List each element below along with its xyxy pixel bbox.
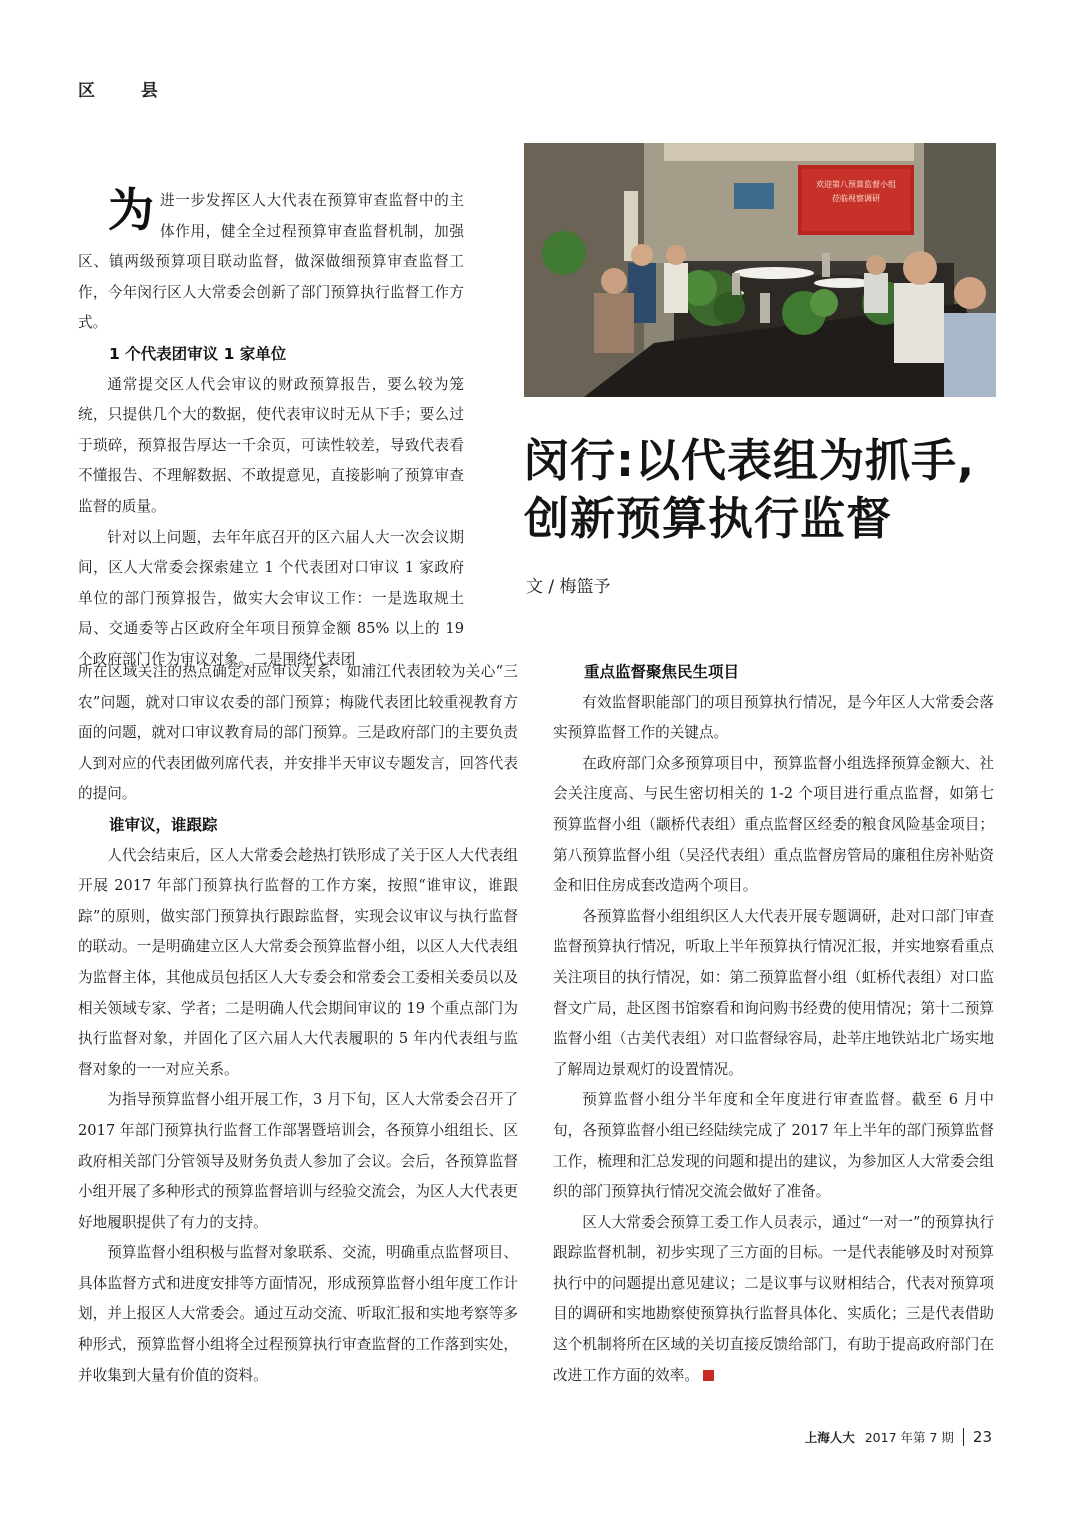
page-footer xyxy=(805,1428,992,1446)
section-label: 区 县 xyxy=(78,81,178,101)
end-mark-icon xyxy=(703,1370,714,1381)
section2-paragraph-3: 预算监督小组积极与监督对象联系、交流，明确重点监督项目、具体监督方式和进度安排等方面情况，形成预算监督小组年度工作计划，并上报区人大常委会。通过互动交流、听取汇报和实地考察等多种形式，预算监督小组将全过程预算执行审查监督的工作落到实处，并收集到大量有价值的资料。 xyxy=(78,1244,518,1384)
section3-paragraph-4: 预算监督小组分半年度和全年度进行审查监督。截至 6 月中旬，各预算监督小组已经陆续完成了 2017 年上半年的部门预算监督工作，梳理和汇总发现的问题和提出的建议，为参加区人大常委会组织的部门预算执行情况交流会做好了准备。 xyxy=(553,1091,994,1201)
section3-paragraph-2: 在政府部门众多预算项目中，预算监督小组选择预算金额大、社会关注度高、与民生密切相关的 1-2 个项目进行重点监督，如第七预算监督小组（颛桥代表组）重点监督区经委的粮食风险基金项目；第八预算监督小组（吴泾代表组）重点监督房管局的廉租住房补贴资金和旧住房成套改造两个项目。 xyxy=(553,754,994,895)
section1-paragraph-1: 通常提交区人代会审议的财政预算报告，要么较为笼统，只提供几个大的数据，使代表审议时无从下手；要么过于琐碎，预算报告厚达一千余页，可读性较差，导致代表看不懂报告、不理解数据、不敢提意见，直接影响了预算审查监督的质量。 xyxy=(78,375,464,515)
section1-paragraph-2a: 针对以上问题，去年年底召开的区六届人大一次会议期间，区人大常委会探索建立 1 个代表团对口审议 1 家政府单位的部门预算报告，做实大会审议工作：一是选取规土局、交通委等占区政府全年项目预算金额 85% 以上的 19 个政府部门作为审议对象。二是围绕代表团 xyxy=(78,528,464,668)
left-column-bottom xyxy=(78,657,518,1391)
magazine-name: 上海人大 xyxy=(804,1430,855,1445)
footer-divider xyxy=(963,1428,964,1446)
byline: 文 / 梅篮予 xyxy=(526,577,611,597)
section3-paragraph-5-text: 区人大常委会预算工委工作人员表示，通过“一对一”的预算执行跟踪监督机制，初步实现了三方面的目标。一是代表能够及时对预算执行中的问题提出意见建议；二是议事与议财相结合，代表对预算项目的调研和实地勘察使预算执行监督具体化、实质化；三是代表借助这个机制将所在区域的关切直接反馈给部门，有助于提高政府部门在改进工作方面的效率。 xyxy=(553,1213,994,1384)
dropcap: 为 xyxy=(108,183,154,237)
section3-paragraph-1: 有效监督职能部门的项目预算执行情况，是今年区人大常委会落实预算监督工作的关键点。 xyxy=(553,693,994,742)
section1-paragraph-2b: 所在区域关注的热点确定对应审议关系，如浦江代表团较为关心“三农”问题，就对口审议农委的部门预算；梅陇代表团比较重视教育方面的问题，就对口审议教育局的部门预算。三是政府部门的主要负责人到对应的代表团做列席代表，并安排半天审议专题发言，回答代表的提问。 xyxy=(78,663,518,803)
issue-number: 2017 年第 7 期 xyxy=(864,1430,954,1445)
section2-heading: 谁审议，谁跟踪 xyxy=(109,815,218,834)
section3-paragraph-3: 各预算监督小组组织区人大代表开展专题调研，赴对口部门审查监督预算执行情况，听取上半年预算执行情况汇报，并实地察看重点关注项目的执行情况，如：第二预算监督小组（虹桥代表组）对口监督文广局，赴区图书馆察看和询问购书经费的使用情况；第十二预算监督小组（古美代表组）对口监督绿容局，赴莘庄地铁站北广场实地了解周边景观灯的设置情况。 xyxy=(553,907,994,1078)
screen-title: 欢迎第八预算监督小组 xyxy=(816,180,896,189)
headline-line-2: 创新预算执行监督 xyxy=(524,492,893,545)
section3-paragraph-5 xyxy=(553,1208,994,1392)
section2-paragraph-2: 为指导预算监督小组开展工作，3 月下旬，区人大常委会召开了 2017 年部门预算执行监督工作部署暨培训会，各预算小组组长、区政府相关部门分管领导及财务负责人参加了会议。会后，各预算监督小组开展了多种形式的预算监督培训与经验交流会，为区人大代表更好地履职提供了有力的支持。 xyxy=(78,1091,518,1231)
headline-line-1: 闵行:以代表组为抓手, xyxy=(524,434,976,487)
intro-paragraph xyxy=(78,183,464,339)
intro-text: 进一步发挥区人大代表在预算审查监督中的主体作用，健全全过程预算审查监督机制，加强区、镇两级预算项目联动监督，做深做细预算审查监督工作，今年闵行区人大常委会创新了部门预算执行监督工作方式。 xyxy=(78,192,464,332)
section2-paragraph-1: 人代会结束后，区人大常委会趁热打铁形成了关于区人大代表组开展 2017 年部门预算执行监督的工作方案，按照“谁审议，谁跟踪”的原则，做实部门预算执行跟踪监督，实现会议审议与执行监督的联动。一是明确建立区人大常委会预算监督小组，以区人大代表组为监督主体，其他成员包括区人大专委会和常委会工委相关委员以及相关领域专家、学者；二是明确人代会期间审议的 19 个重点部门为执行监督对象，并固化了区六届人大代表履职的 5 年内代表组与监督对象的一一对应关系。 xyxy=(78,846,518,1078)
screen-subtitle: 莅临视察调研 xyxy=(832,194,880,203)
section1-heading: 1 个代表团审议 1 家单位 xyxy=(109,344,287,363)
right-column xyxy=(553,657,994,1391)
meeting-photo xyxy=(524,143,996,397)
section3-heading: 重点监督聚焦民生项目 xyxy=(584,663,740,681)
article-headline xyxy=(524,432,1024,548)
page-number: 23 xyxy=(972,1428,992,1446)
left-column-top xyxy=(78,183,464,676)
